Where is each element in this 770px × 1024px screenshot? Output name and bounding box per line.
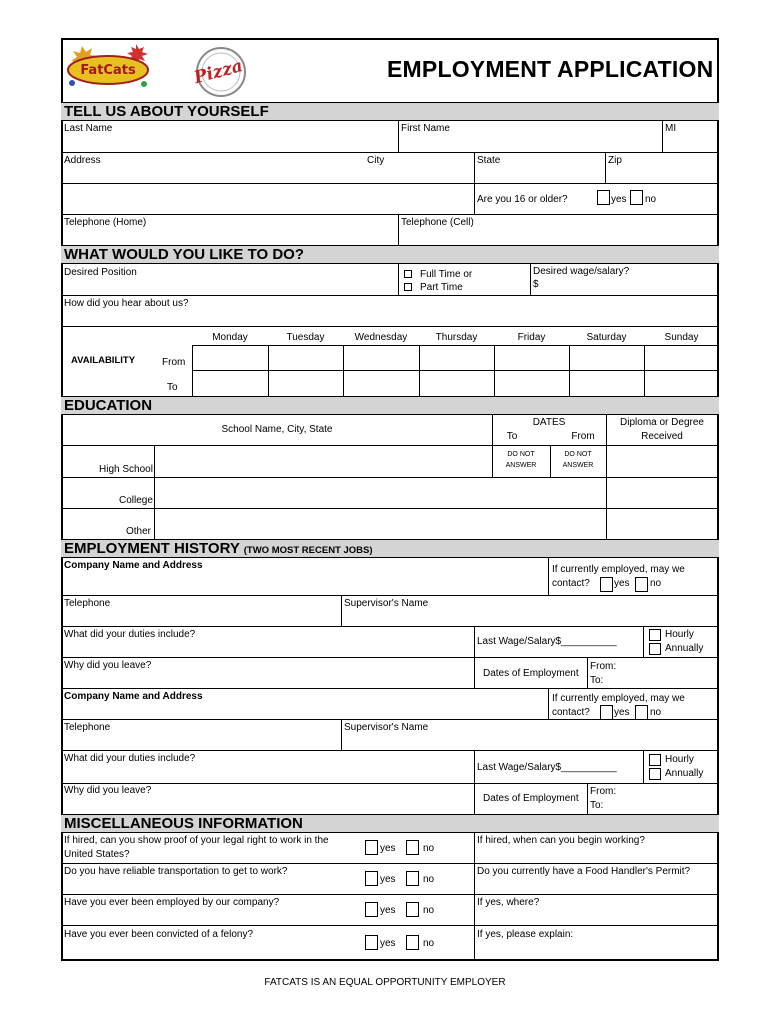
age-no-checkbox[interactable] bbox=[630, 190, 643, 205]
job1-contact-no-checkbox[interactable] bbox=[635, 577, 648, 592]
section-education bbox=[61, 396, 719, 415]
job1-contact-q2: contact? bbox=[552, 578, 590, 589]
job1-contact-q1: If currently employed, may we bbox=[552, 564, 685, 575]
day-wednesday: Wednesday bbox=[354, 332, 408, 343]
tel-home-field[interactable] bbox=[62, 230, 398, 244]
misc-r4-label: If yes, please explain: bbox=[477, 929, 574, 940]
age-question: Are you 16 or older? bbox=[477, 194, 568, 205]
mi-field[interactable] bbox=[663, 136, 718, 151]
logo1-text: FatCats bbox=[80, 63, 136, 78]
misc-q2-no-label: no bbox=[423, 874, 435, 885]
job2-contact-yes-checkbox[interactable] bbox=[600, 705, 613, 720]
mi-label: MI bbox=[665, 123, 677, 134]
job1-duties-label: What did your duties include? bbox=[64, 629, 196, 640]
availability-grid[interactable] bbox=[193, 346, 718, 395]
misc-q1-line2: United States? bbox=[64, 849, 130, 860]
other-label: Other bbox=[126, 526, 152, 537]
job2-telephone-field[interactable] bbox=[62, 735, 340, 749]
job2-why-leave-label: Why did you leave? bbox=[64, 785, 152, 796]
misc-q2-no-checkbox[interactable] bbox=[406, 871, 419, 886]
misc-q1-yes-label: yes bbox=[380, 843, 396, 854]
wage-dollar: $ bbox=[533, 279, 539, 290]
dates-header: DATES bbox=[532, 417, 566, 428]
page-title: EMPLOYMENT APPLICATION bbox=[387, 56, 714, 82]
other-diploma-field[interactable] bbox=[607, 509, 718, 538]
job1-company-label: Company Name and Address bbox=[64, 560, 203, 571]
job1-to-label: To: bbox=[590, 675, 604, 686]
age-no-label: no bbox=[645, 194, 657, 205]
day-sunday: Sunday bbox=[664, 332, 699, 343]
logo2-text: Pizza bbox=[191, 55, 246, 89]
desired-position-label: Desired Position bbox=[64, 267, 137, 278]
misc-q4-yes-checkbox[interactable] bbox=[365, 935, 378, 950]
tel-cell-label: Telephone (Cell) bbox=[401, 217, 474, 228]
misc-q4-no-label: no bbox=[423, 938, 435, 949]
state-field[interactable] bbox=[475, 168, 604, 182]
misc-q4-label: Have you ever been convicted of a felony? bbox=[64, 929, 254, 940]
section-history bbox=[61, 539, 719, 558]
job2-company-label: Company Name and Address bbox=[64, 691, 203, 702]
part-time-label: Part Time bbox=[420, 282, 463, 293]
desired-wage-field[interactable] bbox=[542, 279, 718, 294]
misc-q2-yes-label: yes bbox=[380, 874, 396, 885]
job2-annually-label: Annually bbox=[665, 768, 704, 779]
college-diploma-field[interactable] bbox=[607, 478, 718, 508]
desired-wage-label: Desired wage/salary? bbox=[533, 266, 630, 277]
misc-q3-yes-checkbox[interactable] bbox=[365, 902, 378, 917]
job1-annually-checkbox[interactable] bbox=[649, 643, 661, 655]
high-school-label: High School bbox=[99, 464, 153, 475]
zip-field[interactable] bbox=[606, 168, 718, 182]
address-field[interactable] bbox=[62, 168, 473, 182]
job2-supervisor-field[interactable] bbox=[342, 735, 718, 749]
misc-q2-label: Do you have reliable transportation to get to work? bbox=[64, 866, 288, 877]
misc-q1-yes-checkbox[interactable] bbox=[365, 840, 378, 855]
school-name-header: School Name, City, State bbox=[221, 424, 333, 435]
day-tuesday: Tuesday bbox=[286, 332, 325, 343]
full-time-label: Full Time or bbox=[420, 269, 473, 280]
misc-r1-field[interactable] bbox=[475, 848, 718, 862]
dnr-to-1: DO NOT bbox=[507, 451, 535, 458]
job2-duties-field[interactable] bbox=[62, 766, 473, 782]
misc-r4-field[interactable] bbox=[475, 942, 718, 958]
misc-q3-label: Have you ever been employed by our company? bbox=[64, 897, 280, 908]
dnr-from-1: DO NOT bbox=[564, 451, 592, 458]
state-label: State bbox=[477, 155, 501, 166]
job2-to-label: To: bbox=[590, 800, 604, 811]
dates-from-header: From bbox=[571, 431, 595, 442]
other-school-field[interactable] bbox=[155, 509, 605, 538]
misc-q4-yes-label: yes bbox=[380, 938, 396, 949]
misc-q3-no-label: no bbox=[423, 905, 435, 916]
job1-contact-yes-checkbox[interactable] bbox=[600, 577, 613, 592]
job2-company-field[interactable] bbox=[62, 704, 547, 718]
misc-q1-no-label: no bbox=[423, 843, 435, 854]
misc-q2-yes-checkbox[interactable] bbox=[365, 871, 378, 886]
section-history-title: EMPLOYMENT HISTORY bbox=[64, 540, 240, 557]
heard-field[interactable] bbox=[62, 311, 718, 326]
job1-telephone-label: Telephone bbox=[64, 598, 111, 609]
job2-hourly-label: Hourly bbox=[665, 754, 694, 765]
misc-q1-line1: If hired, can you show proof of your legal right to work in the bbox=[64, 835, 329, 846]
job1-dates-employment-label: Dates of Employment bbox=[483, 668, 579, 679]
tel-cell-field[interactable] bbox=[399, 230, 718, 244]
day-thursday: Thursday bbox=[435, 332, 478, 343]
job2-telephone-label: Telephone bbox=[64, 722, 111, 733]
job1-from-label: From: bbox=[590, 661, 617, 672]
day-saturday: Saturday bbox=[586, 332, 627, 343]
age-yes-checkbox[interactable] bbox=[597, 190, 610, 205]
job1-telephone-field[interactable] bbox=[62, 611, 340, 625]
section-misc-title: MISCELLANEOUS INFORMATION bbox=[64, 815, 303, 832]
job2-duties-label: What did your duties include? bbox=[64, 753, 196, 764]
received-header: Received bbox=[641, 431, 683, 442]
job2-supervisor-label: Supervisor's Name bbox=[344, 722, 429, 733]
city-label: City bbox=[367, 155, 385, 166]
section-about bbox=[61, 102, 719, 121]
dnr-to-2: ANSWER bbox=[505, 462, 537, 469]
job2-last-wage-label: Last Wage/Salary$__________ bbox=[477, 762, 617, 773]
job1-hourly-label: Hourly bbox=[665, 629, 694, 640]
job2-hourly-checkbox[interactable] bbox=[649, 754, 661, 766]
high-school-diploma-field[interactable] bbox=[607, 446, 718, 476]
footer-eoe: FATCATS IS AN EQUAL OPPORTUNITY EMPLOYER bbox=[264, 977, 506, 988]
diploma-header: Diploma or Degree bbox=[620, 417, 704, 428]
job1-supervisor-field[interactable] bbox=[342, 611, 718, 625]
job2-contact-no-checkbox[interactable] bbox=[635, 705, 648, 720]
job2-contact-yes-label: yes bbox=[614, 707, 630, 718]
availability-label: AVAILABILITY bbox=[71, 355, 136, 366]
job1-contact-no-label: no bbox=[650, 578, 662, 589]
job1-annually-label: Annually bbox=[665, 643, 704, 654]
job1-company-field[interactable] bbox=[62, 573, 547, 594]
misc-q3-no-checkbox[interactable] bbox=[406, 902, 419, 917]
section-history-subtitle: (TWO MOST RECENT JOBS) bbox=[243, 545, 373, 556]
job2-contact-no-label: no bbox=[650, 707, 662, 718]
job1-contact-yes-label: yes bbox=[614, 578, 630, 589]
job2-dates-employment-label: Dates of Employment bbox=[483, 793, 579, 804]
tel-home-label: Telephone (Home) bbox=[64, 217, 147, 228]
job2-contact-q2: contact? bbox=[552, 707, 590, 718]
dnr-from-2: ANSWER bbox=[562, 462, 594, 469]
job1-last-wage-label: Last Wage/Salary$__________ bbox=[477, 636, 617, 647]
misc-r2-field[interactable] bbox=[475, 879, 718, 893]
misc-r1-label: If hired, when can you begin working? bbox=[477, 835, 645, 846]
day-friday: Friday bbox=[517, 332, 546, 343]
misc-r3-label: If yes, where? bbox=[477, 897, 540, 908]
job1-why-leave-label: Why did you leave? bbox=[64, 660, 152, 671]
job2-from-label: From: bbox=[590, 786, 617, 797]
section-work bbox=[61, 245, 719, 264]
avail-from-label: From bbox=[162, 357, 186, 368]
first-name-label: First Name bbox=[401, 123, 450, 134]
first-name-field[interactable] bbox=[399, 136, 661, 151]
misc-r2-label: Do you currently have a Food Handler's Permit? bbox=[477, 866, 691, 877]
zip-label: Zip bbox=[608, 155, 622, 166]
day-monday: Monday bbox=[212, 332, 248, 343]
job1-hourly-checkbox[interactable] bbox=[649, 629, 661, 641]
misc-r3-field[interactable] bbox=[475, 910, 718, 924]
section-about-title: TELL US ABOUT YOURSELF bbox=[64, 103, 269, 120]
age-yes-label: yes bbox=[611, 194, 627, 205]
misc-q4-no-checkbox[interactable] bbox=[406, 935, 419, 950]
college-field[interactable] bbox=[155, 478, 605, 508]
last-name-label: Last Name bbox=[64, 123, 113, 134]
section-work-title: WHAT WOULD YOU LIKE TO DO? bbox=[64, 246, 304, 263]
full-time-checkbox[interactable] bbox=[404, 270, 412, 278]
section-misc bbox=[61, 814, 719, 833]
heard-label: How did you hear about us? bbox=[64, 298, 189, 309]
address-line2-field[interactable] bbox=[62, 184, 473, 213]
last-name-field[interactable] bbox=[62, 136, 398, 151]
job1-why-leave-field[interactable] bbox=[62, 673, 473, 687]
college-label: College bbox=[119, 495, 153, 506]
avail-to-label: To bbox=[167, 382, 178, 393]
job1-supervisor-label: Supervisor's Name bbox=[344, 598, 429, 609]
section-education-title: EDUCATION bbox=[64, 397, 153, 414]
address-label: Address bbox=[64, 155, 101, 166]
misc-q1-no-checkbox[interactable] bbox=[406, 840, 419, 855]
job2-why-leave-field[interactable] bbox=[62, 798, 473, 813]
misc-q3-yes-label: yes bbox=[380, 905, 396, 916]
job2-annually-checkbox[interactable] bbox=[649, 768, 661, 780]
part-time-checkbox[interactable] bbox=[404, 283, 412, 291]
dates-to-header: To bbox=[506, 431, 518, 442]
desired-position-field[interactable] bbox=[62, 280, 398, 294]
job2-contact-q1: If currently employed, may we bbox=[552, 693, 685, 704]
job1-duties-field[interactable] bbox=[62, 642, 473, 656]
high-school-field[interactable] bbox=[155, 446, 491, 476]
